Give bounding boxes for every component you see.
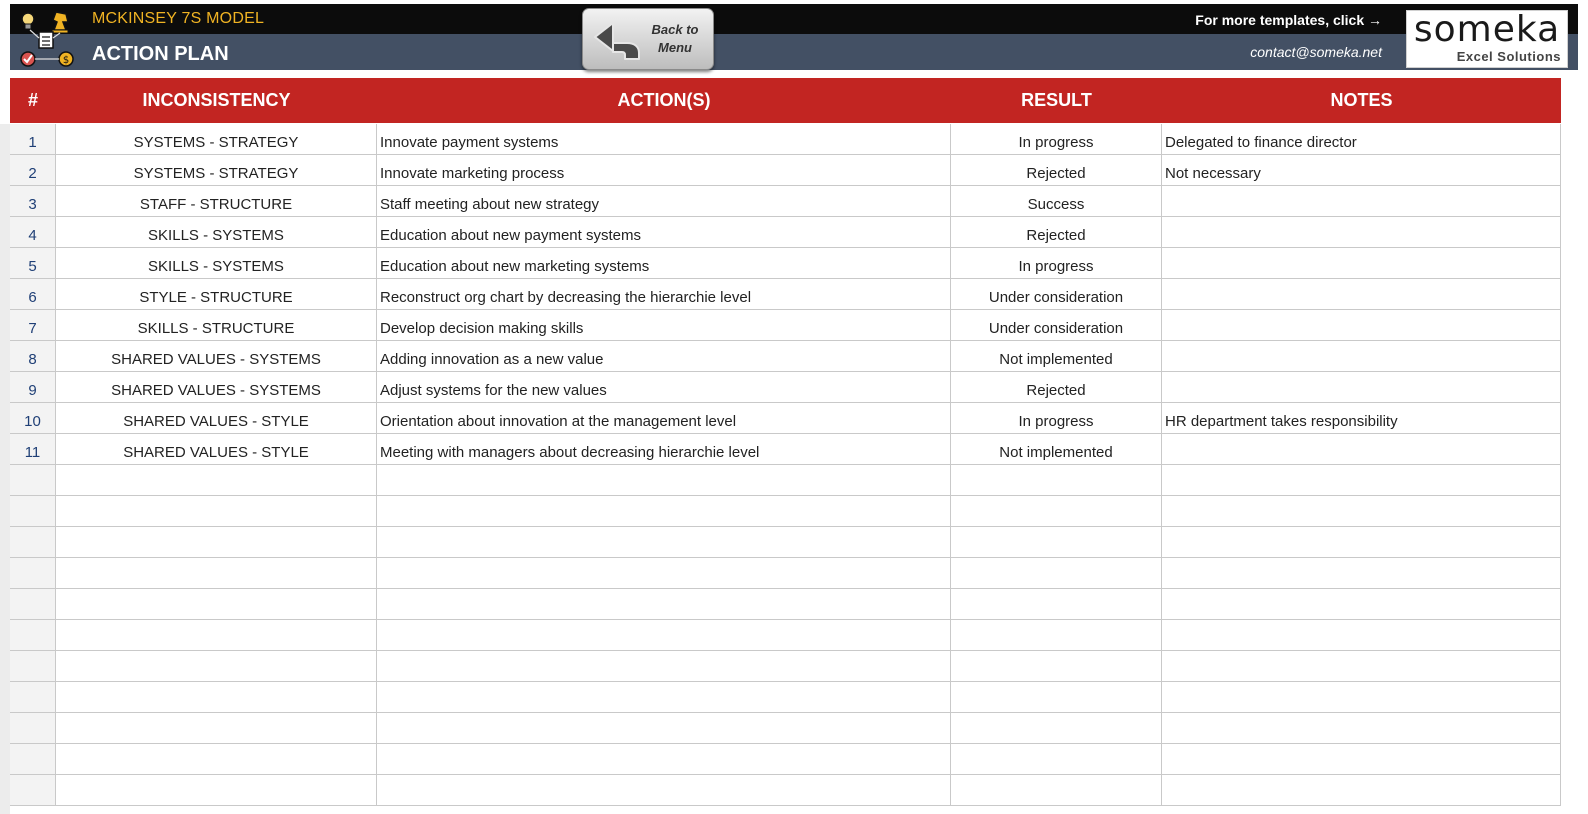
table-row — [10, 248, 1561, 279]
check-icon — [21, 52, 35, 66]
inconsistency-cell[interactable]: SYSTEMS - STRATEGY — [56, 155, 377, 185]
table-row — [10, 496, 1561, 527]
table-header — [10, 78, 1561, 123]
action-cell[interactable] — [377, 713, 951, 743]
svg-text:$: $ — [62, 55, 70, 66]
row-number-cell — [10, 682, 56, 712]
row-number-cell — [10, 744, 56, 774]
notes-cell[interactable] — [1162, 310, 1561, 340]
action-cell[interactable]: Adjust systems for the new values — [377, 372, 951, 402]
row-number-cell — [10, 589, 56, 619]
notes-cell[interactable] — [1162, 620, 1561, 650]
row-number-cell — [10, 713, 56, 743]
result-cell[interactable]: Under consideration — [951, 310, 1162, 340]
action-cell[interactable] — [377, 496, 951, 526]
inconsistency-cell[interactable] — [56, 589, 377, 619]
row-number-cell — [10, 775, 56, 805]
row-number-cell: 10 — [10, 403, 56, 433]
result-cell[interactable]: Under consideration — [951, 279, 1162, 309]
action-cell[interactable]: Orientation about innovation at the management level — [377, 403, 951, 433]
result-cell[interactable]: In progress — [951, 403, 1162, 433]
row-number-cell: 6 — [10, 279, 56, 309]
someka-logo[interactable] — [1406, 10, 1568, 68]
contact-email-link[interactable]: contact@someka.net — [1250, 44, 1382, 60]
inconsistency-cell[interactable]: SKILLS - SYSTEMS — [56, 248, 377, 278]
action-cell[interactable]: Meeting with managers about decreasing hierarchie level — [377, 434, 951, 464]
notes-cell[interactable] — [1162, 496, 1561, 526]
row-number-cell — [10, 465, 56, 495]
table-row — [10, 341, 1561, 372]
coin-icon — [59, 52, 73, 66]
inconsistency-cell[interactable] — [56, 527, 377, 557]
inconsistency-cell[interactable] — [56, 558, 377, 588]
row-number-cell: 8 — [10, 341, 56, 371]
action-cell[interactable] — [377, 651, 951, 681]
result-cell[interactable] — [951, 682, 1162, 712]
inconsistency-cell[interactable]: SHARED VALUES - SYSTEMS — [56, 341, 377, 371]
table-row — [10, 155, 1561, 186]
column-header-actions: ACTION(S) — [617, 90, 711, 110]
table-row — [10, 589, 1561, 620]
result-cell[interactable]: In progress — [951, 124, 1162, 154]
app-header — [10, 4, 1578, 70]
table-row — [10, 279, 1561, 310]
table-row — [10, 744, 1561, 775]
logo-wordmark: someka — [1413, 9, 1561, 50]
row-number-cell — [10, 558, 56, 588]
inconsistency-cell[interactable]: SKILLS - STRUCTURE — [56, 310, 377, 340]
page-title: ACTION PLAN — [92, 43, 229, 65]
table-row — [10, 124, 1561, 155]
result-cell[interactable] — [951, 496, 1162, 526]
action-cell[interactable]: Innovate marketing process — [377, 155, 951, 185]
table-row — [10, 217, 1561, 248]
table-row — [10, 651, 1561, 682]
notes-cell[interactable] — [1162, 248, 1561, 278]
action-cell[interactable]: Education about new payment systems — [377, 217, 951, 247]
inconsistency-cell[interactable]: STAFF - STRUCTURE — [56, 186, 377, 216]
row-number-cell: 7 — [10, 310, 56, 340]
result-cell[interactable]: Not implemented — [951, 341, 1162, 371]
table-row — [10, 465, 1561, 496]
action-cell[interactable] — [377, 620, 951, 650]
result-cell[interactable]: Success — [951, 186, 1162, 216]
result-cell[interactable]: Rejected — [951, 155, 1162, 185]
notes-cell[interactable] — [1162, 372, 1561, 402]
action-cell[interactable] — [377, 558, 951, 588]
result-cell[interactable] — [951, 744, 1162, 774]
notes-cell[interactable] — [1162, 465, 1561, 495]
inconsistency-cell[interactable] — [56, 744, 377, 774]
table-row — [10, 620, 1561, 651]
notes-cell[interactable] — [1162, 527, 1561, 557]
notes-cell[interactable]: HR department takes responsibility — [1162, 403, 1561, 433]
inconsistency-cell[interactable] — [56, 713, 377, 743]
logo-subtitle: Excel Solutions — [1456, 49, 1561, 64]
row-number-cell: 11 — [10, 434, 56, 464]
action-cell[interactable] — [377, 682, 951, 712]
notes-cell[interactable] — [1162, 217, 1561, 247]
notes-cell[interactable] — [1162, 558, 1561, 588]
back-to-menu-label: Back to Menu — [651, 22, 699, 55]
result-cell[interactable] — [951, 558, 1162, 588]
row-number-cell: 1 — [10, 124, 56, 154]
result-cell[interactable]: Rejected — [951, 372, 1162, 402]
table-row — [10, 527, 1561, 558]
action-cell[interactable]: Develop decision making skills — [377, 310, 951, 340]
notes-cell[interactable] — [1162, 775, 1561, 805]
row-number-cell — [10, 620, 56, 650]
inconsistency-cell[interactable]: SYSTEMS - STRATEGY — [56, 124, 377, 154]
action-cell[interactable] — [377, 527, 951, 557]
result-cell[interactable]: In progress — [951, 248, 1162, 278]
inconsistency-cell[interactable]: SHARED VALUES - SYSTEMS — [56, 372, 377, 402]
chess-knight-icon — [52, 12, 68, 33]
seven-s-model-icon — [16, 8, 78, 68]
notes-cell[interactable] — [1162, 744, 1561, 774]
notes-cell[interactable] — [1162, 713, 1561, 743]
action-cell[interactable]: Staff meeting about new strategy — [377, 186, 951, 216]
inconsistency-cell[interactable] — [56, 465, 377, 495]
table-row — [10, 372, 1561, 403]
back-to-menu-button[interactable] — [582, 8, 714, 70]
notes-cell[interactable]: Not necessary — [1162, 155, 1561, 185]
inconsistency-cell[interactable] — [56, 651, 377, 681]
inconsistency-cell[interactable]: SHARED VALUES - STYLE — [56, 403, 377, 433]
result-cell[interactable] — [951, 589, 1162, 619]
column-header-number: # — [27, 90, 38, 110]
result-cell[interactable]: Rejected — [951, 217, 1162, 247]
result-cell[interactable] — [951, 713, 1162, 743]
action-cell[interactable]: Adding innovation as a new value — [377, 341, 951, 371]
table-row — [10, 775, 1561, 806]
notes-cell[interactable] — [1162, 434, 1561, 464]
inconsistency-cell[interactable] — [56, 620, 377, 650]
column-header-result: RESULT — [1021, 90, 1092, 110]
action-cell[interactable]: Innovate payment systems — [377, 124, 951, 154]
lightbulb-icon — [22, 13, 34, 29]
notes-cell[interactable] — [1162, 651, 1561, 681]
notes-cell[interactable] — [1162, 186, 1561, 216]
row-number-cell: 5 — [10, 248, 56, 278]
table-row — [10, 434, 1561, 465]
table-row — [10, 558, 1561, 589]
table-row — [10, 310, 1561, 341]
action-plan-table-body — [10, 124, 1561, 806]
notes-cell[interactable]: Delegated to finance director — [1162, 124, 1561, 154]
inconsistency-cell[interactable]: SHARED VALUES - STYLE — [56, 434, 377, 464]
table-row — [10, 682, 1561, 713]
result-cell[interactable] — [951, 651, 1162, 681]
table-row — [10, 403, 1561, 434]
inconsistency-cell[interactable] — [56, 682, 377, 712]
notes-cell[interactable] — [1162, 682, 1561, 712]
table-row — [10, 186, 1561, 217]
row-number-cell — [10, 651, 56, 681]
model-title: MCKINSEY 7S MODEL — [92, 10, 265, 27]
result-cell[interactable] — [951, 620, 1162, 650]
notes-cell[interactable] — [1162, 589, 1561, 619]
back-arrow-icon — [591, 15, 647, 63]
more-templates-link[interactable]: For more templates, click → — [1195, 12, 1382, 28]
action-cell[interactable]: Reconstruct org chart by decreasing the hierarchie level — [377, 279, 951, 309]
notes-cell[interactable] — [1162, 279, 1561, 309]
notes-cell[interactable] — [1162, 341, 1561, 371]
row-number-cell: 2 — [10, 155, 56, 185]
result-cell[interactable] — [951, 527, 1162, 557]
action-cell[interactable] — [377, 775, 951, 805]
row-number-cell: 4 — [10, 217, 56, 247]
column-header-notes: NOTES — [1330, 90, 1393, 110]
row-number-cell — [10, 496, 56, 526]
inconsistency-cell[interactable]: STYLE - STRUCTURE — [56, 279, 377, 309]
column-header-inconsistency: INCONSISTENCY — [142, 90, 291, 110]
inconsistency-cell[interactable]: SKILLS - SYSTEMS — [56, 217, 377, 247]
row-number-cell: 3 — [10, 186, 56, 216]
action-cell[interactable]: Education about new marketing systems — [377, 248, 951, 278]
result-cell[interactable]: Not implemented — [951, 434, 1162, 464]
inconsistency-cell[interactable] — [56, 775, 377, 805]
inconsistency-cell[interactable] — [56, 496, 377, 526]
result-cell[interactable] — [951, 465, 1162, 495]
action-cell[interactable] — [377, 465, 951, 495]
sheet-left-margin — [0, 124, 10, 814]
table-row — [10, 713, 1561, 744]
row-number-cell: 9 — [10, 372, 56, 402]
row-number-cell — [10, 527, 56, 557]
action-cell[interactable] — [377, 744, 951, 774]
action-cell[interactable] — [377, 589, 951, 619]
result-cell[interactable] — [951, 775, 1162, 805]
